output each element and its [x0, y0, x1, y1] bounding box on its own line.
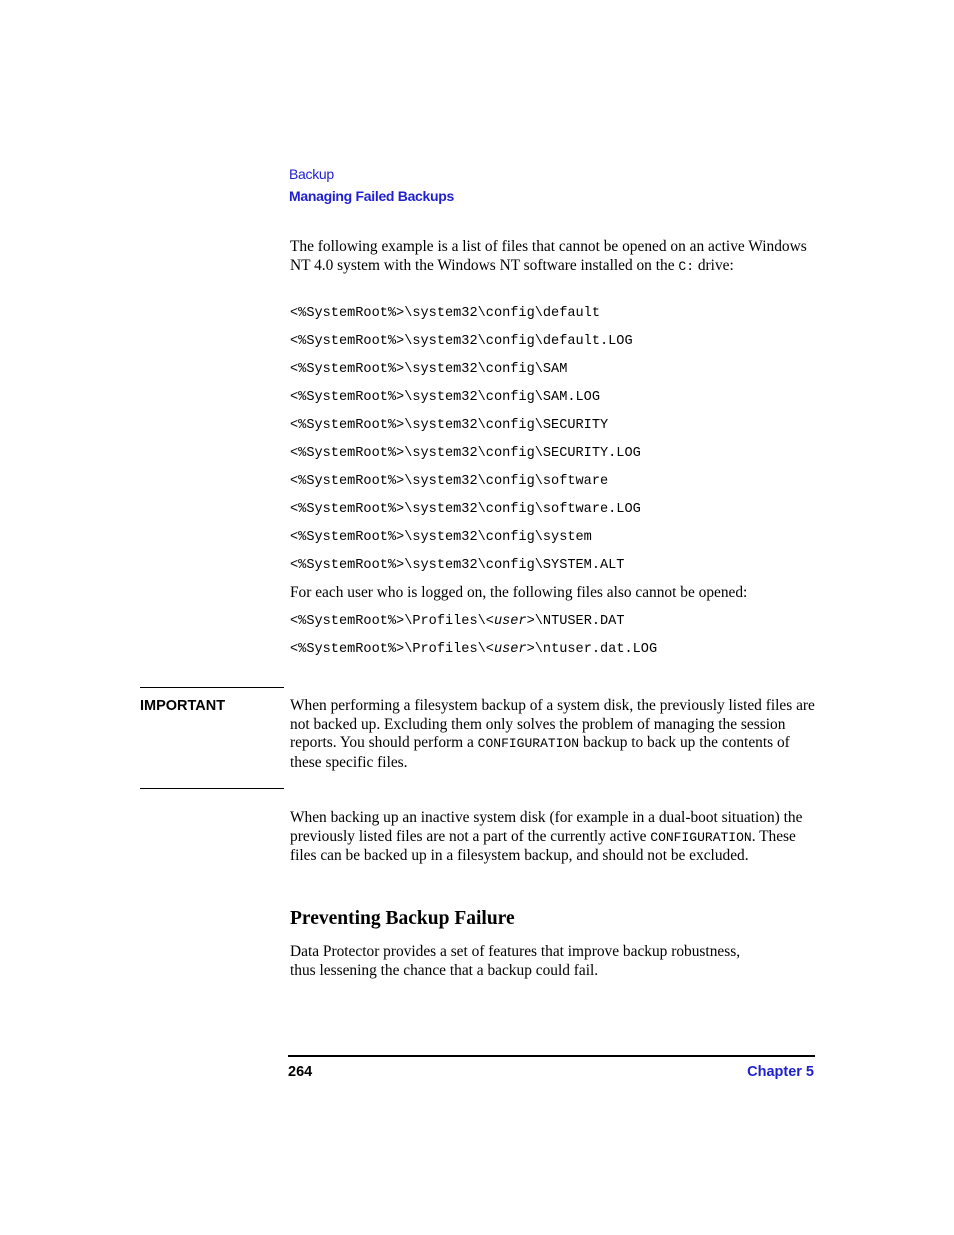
inactive-text-end: . These files can be backed up in a filesystem backup, and should not be excluded. — [290, 827, 796, 865]
path-variable: user — [493, 614, 527, 629]
path-prefix: <%SystemRoot%>\Profiles\< — [290, 614, 494, 629]
intro-text: The following example is a list of files that cannot be opened on an active Windows NT 4.0 system with the Windows NT software installed on the — [290, 238, 807, 274]
configuration-code: CONFIGURATION — [650, 829, 752, 845]
path-suffix: >\ntuser.dat.LOG — [526, 642, 658, 657]
breadcrumb-section[interactable]: Backup — [289, 166, 334, 182]
intro-text-end: drive: — [694, 256, 734, 274]
page-number: 264 — [288, 1064, 313, 1080]
section-heading: Preventing Backup Failure — [290, 908, 515, 929]
important-top-rule — [140, 687, 284, 688]
drive-code: C: — [678, 258, 694, 274]
section-paragraph: Data Protector provides a set of features that improve backup robustness, thus lessening the chance that a backup could fail. — [290, 943, 741, 979]
user-file-path — [290, 641, 657, 659]
system-file-path: <%SystemRoot%>\system32\config\system — [290, 530, 592, 545]
important-bottom-rule — [140, 788, 284, 789]
breadcrumb-topic[interactable]: Managing Failed Backups — [289, 188, 455, 204]
system-file-path: <%SystemRoot%>\system32\config\SAM — [290, 362, 568, 377]
important-text: When performing a filesystem backup of a system disk, the previously listed files are not backed up. Excluding them only solves the problem of managing the session reports. You should perform a — [290, 697, 815, 752]
important-note — [290, 697, 820, 772]
system-file-path: <%SystemRoot%>\system32\config\software — [290, 474, 609, 489]
inactive-disk-paragraph — [290, 809, 820, 866]
system-file-path: <%SystemRoot%>\system32\config\SYSTEM.ALT — [290, 558, 625, 573]
path-variable: user — [493, 642, 527, 657]
configuration-code: CONFIGURATION — [477, 736, 580, 752]
path-suffix: >\NTUSER.DAT — [526, 614, 625, 629]
system-file-path: <%SystemRoot%>\system32\config\default — [290, 306, 600, 321]
system-file-path: <%SystemRoot%>\system32\config\SAM.LOG — [290, 390, 600, 405]
inactive-text: When backing up an inactive system disk (for example in a dual-boot situation) the previously listed files are not a part of the currently active — [290, 809, 803, 845]
user-file-path — [290, 613, 625, 631]
user-files-intro: For each user who is logged on, the following files also cannot be opened: — [290, 584, 748, 601]
footer-rule — [288, 1055, 815, 1057]
chapter-link[interactable]: Chapter 5 — [747, 1064, 814, 1080]
system-file-path: <%SystemRoot%>\system32\config\SECURITY.LOG — [290, 446, 641, 461]
system-file-path: <%SystemRoot%>\system32\config\software.LOG — [290, 502, 641, 517]
important-text-end: backup to back up the contents of these specific files. — [290, 734, 790, 771]
intro-paragraph — [290, 238, 820, 276]
path-prefix: <%SystemRoot%>\Profiles\< — [290, 642, 494, 657]
system-file-path: <%SystemRoot%>\system32\config\default.LOG — [290, 334, 633, 349]
important-label: IMPORTANT — [140, 698, 226, 714]
system-file-path: <%SystemRoot%>\system32\config\SECURITY — [290, 418, 609, 433]
